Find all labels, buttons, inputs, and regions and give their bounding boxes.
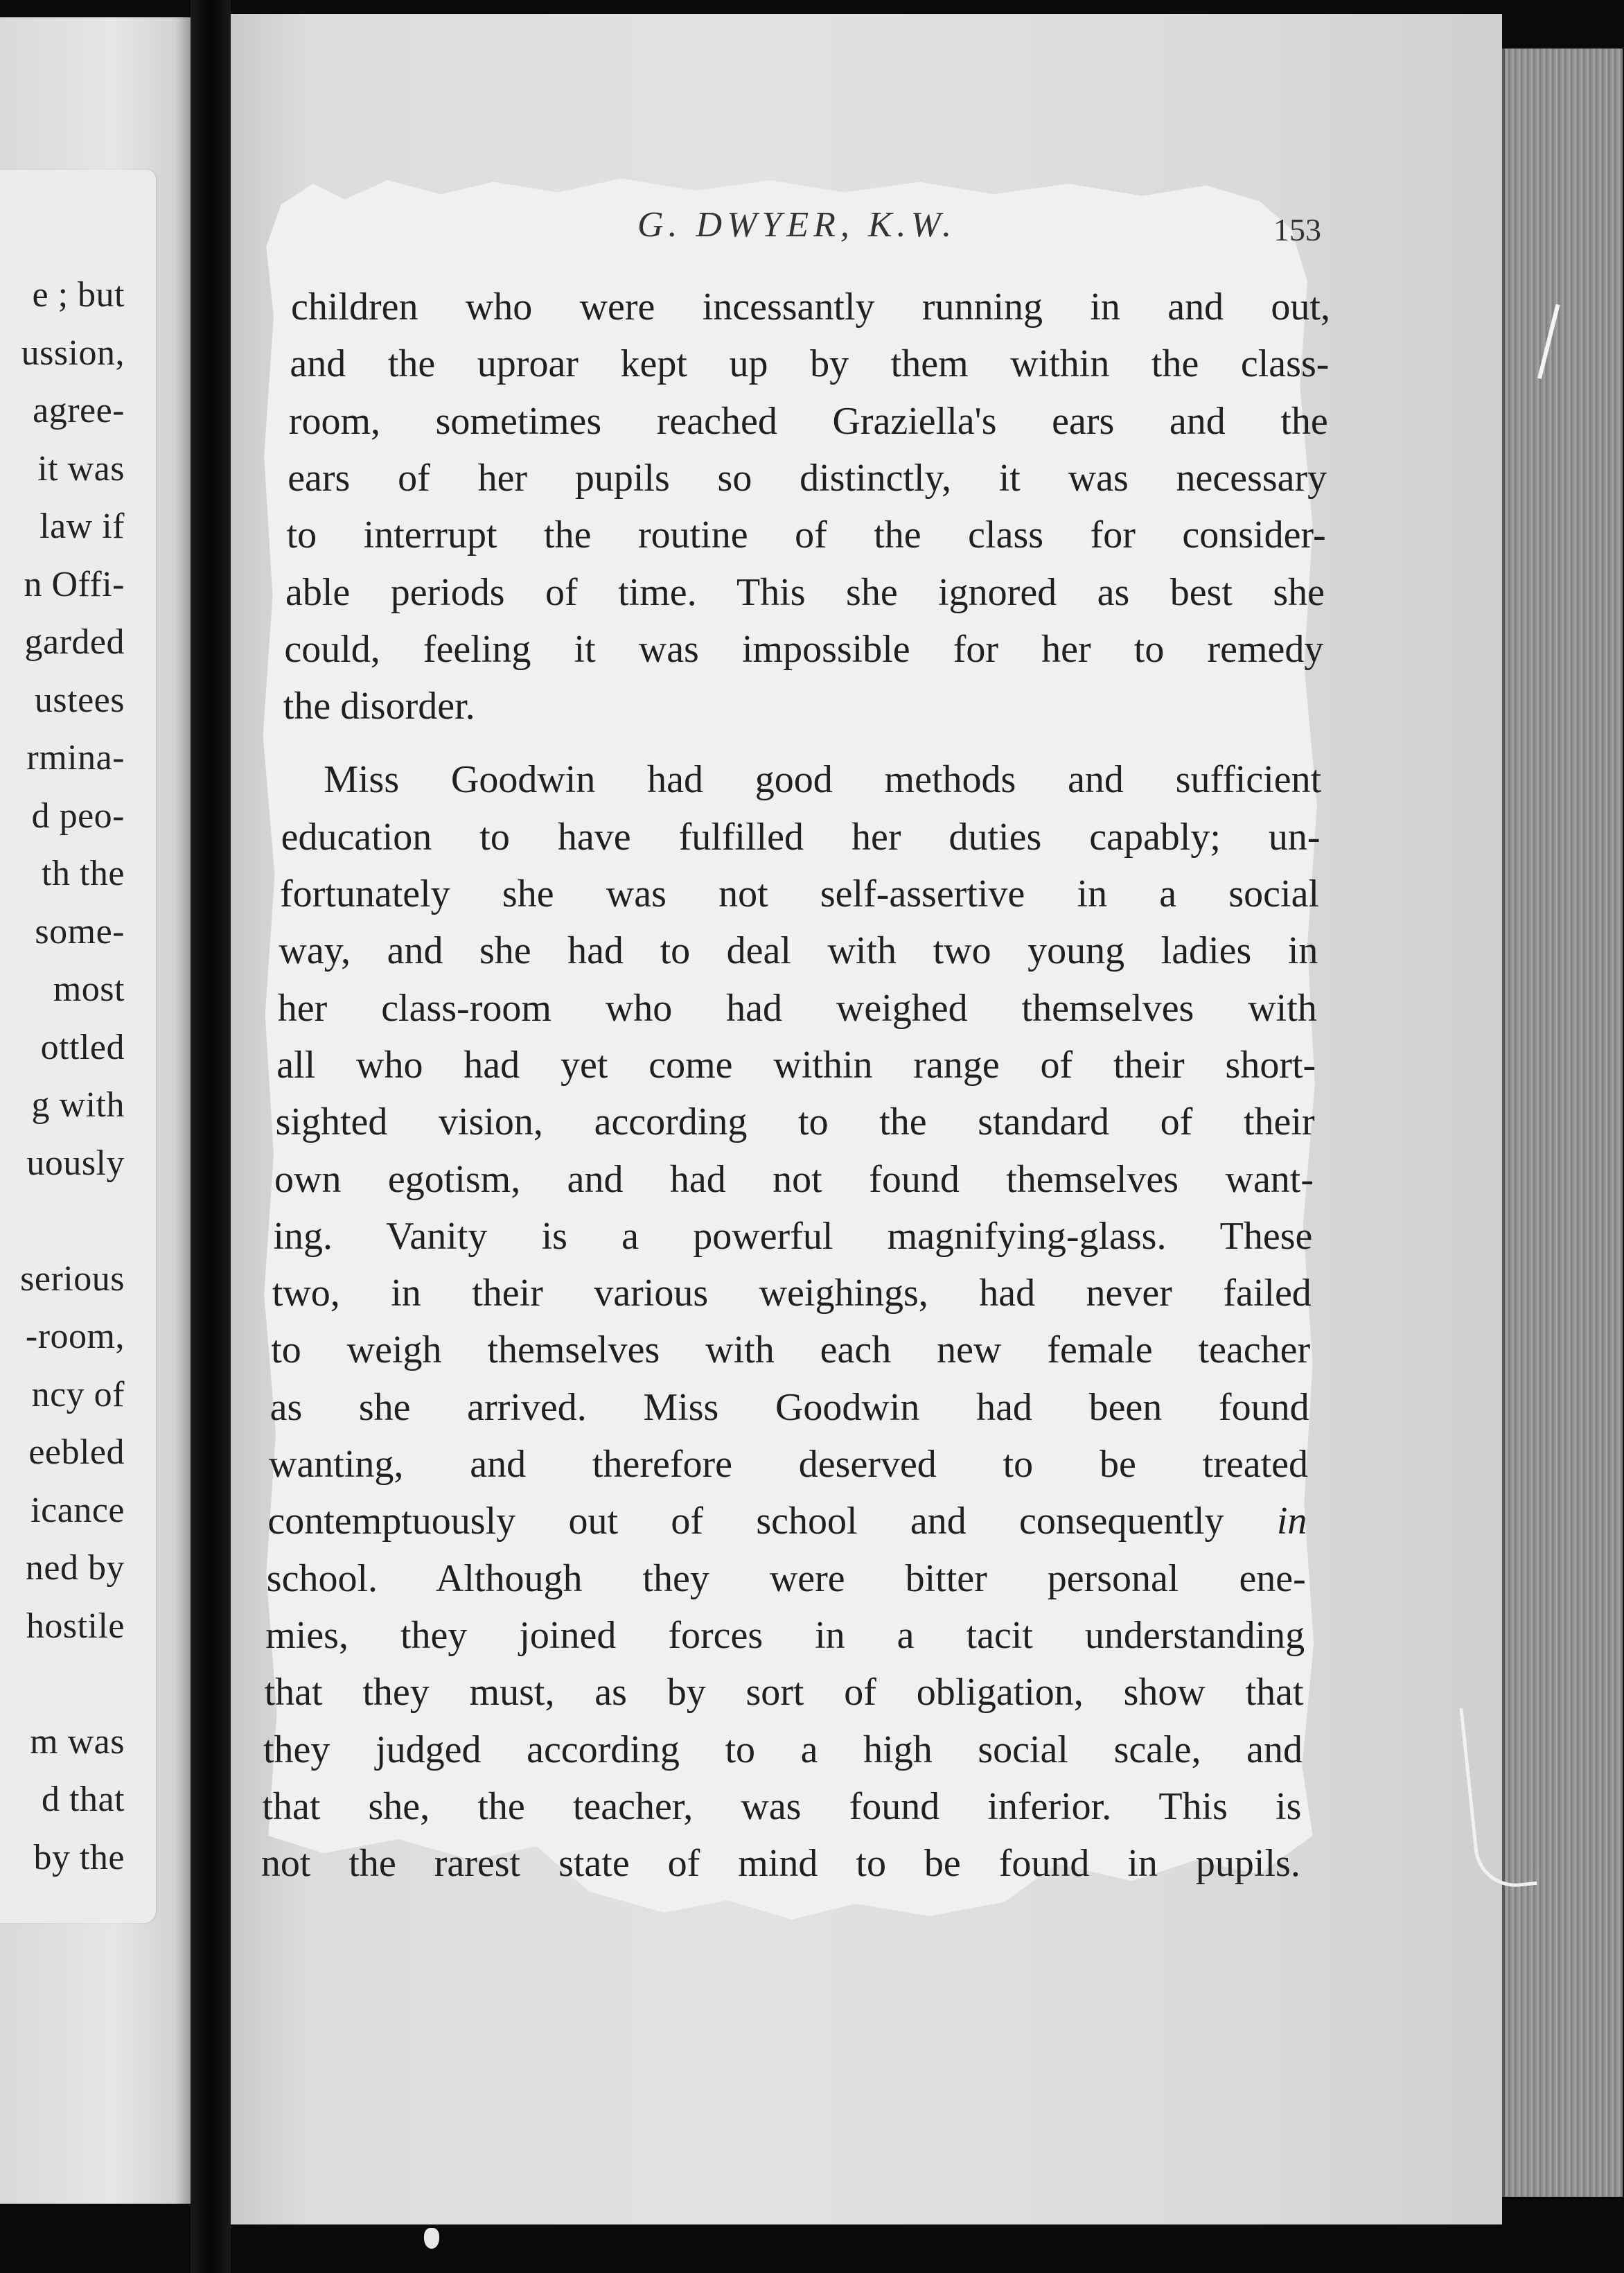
left-text-fragment: law if (39, 507, 125, 546)
text-line: sighted vision, according to the standard of their (275, 1100, 1315, 1144)
left-text-fragment: -room, (25, 1317, 125, 1356)
left-text-fragment: ned by (25, 1548, 125, 1588)
text-line: to interrupt the routine of the class for consider- (286, 514, 1326, 557)
text-line-start: contemptuously out of school and consequently (267, 1500, 1224, 1543)
text-line: children who were incessantly running in and out, (291, 286, 1330, 328)
text-line: her class-room who had weighed themselves with (277, 986, 1317, 1030)
text-line: ing. Vanity is a powerful magnifying-glass. These (273, 1214, 1313, 1258)
left-text-fragment: uously (26, 1143, 125, 1183)
left-text-fragment: icance (30, 1490, 125, 1530)
left-text-fragment: garded (24, 622, 125, 662)
left-text-fragment: most (53, 969, 125, 1009)
left-text-fragment: ncy of (31, 1374, 125, 1414)
text-line: that they must, as by sort of obligation, show that (264, 1671, 1304, 1714)
left-text-fragment: g with (31, 1085, 125, 1125)
text-line-with-italic (267, 1502, 1307, 1541)
left-text-fragment: ussion, (21, 333, 125, 373)
text-line: ears of her pupils so distinctly, it was necessary (288, 456, 1327, 500)
text-line: as she arrived. Miss Goodwin had been found (270, 1385, 1309, 1429)
left-text-fragment: d peo- (31, 796, 125, 836)
text-line: Miss Goodwin had good methods and sufficient (324, 758, 1322, 802)
left-text-fragment: n Offi- (24, 564, 125, 604)
page-number: 153 (1273, 212, 1321, 247)
text-line: not the rarest state of mind to be found in pupils. (261, 1842, 1300, 1886)
text-line: that she, the teacher, was found inferior. This is (262, 1784, 1302, 1828)
text-line: room, sometimes reached Graziella's ears and the (288, 399, 1328, 443)
left-text-fragment: agree- (33, 391, 125, 430)
text-line: way, and she had to deal with two young ladies in (279, 929, 1318, 973)
text-line: all who had yet come within range of their short- (276, 1043, 1316, 1087)
running-head: G. DWYER, K.W. (637, 205, 957, 245)
left-text-fragment: by the (33, 1837, 125, 1877)
text-line: mies, they joined forces in a tacit understanding (265, 1613, 1305, 1657)
left-text-fragment: m was (30, 1721, 125, 1762)
left-text-fragment: serious (20, 1258, 125, 1299)
paper-speck (424, 2228, 439, 2249)
text-line: able periods of time. This she ignored as best she (285, 570, 1325, 614)
left-text-fragment: eebled (28, 1432, 125, 1472)
left-text-fragment: ottled (40, 1027, 125, 1067)
text-line: could, feeling it was impossible for her to remedy (284, 627, 1324, 671)
book-gutter (191, 0, 231, 2273)
left-page-text (0, 0, 139, 2273)
left-text-fragment: hostile (26, 1606, 125, 1646)
left-text-fragment: d that (42, 1780, 125, 1819)
text-line: the disorder. (283, 685, 475, 728)
text-line: own egotism, and had not found themselves want- (274, 1157, 1314, 1201)
text-line: school. Although they were bitter personal ene- (266, 1556, 1306, 1600)
text-line: to weigh themselves with each new female teacher (271, 1328, 1311, 1372)
left-text-fragment: ustees (34, 680, 125, 720)
left-text-fragment: rmina- (26, 738, 125, 778)
left-text-fragment: some- (35, 911, 125, 951)
left-text-fragment: th the (42, 854, 125, 893)
text-line: wanting, and therefore deserved to be treated (269, 1443, 1308, 1486)
text-line: two, in their various weighings, had never failed (272, 1272, 1312, 1315)
left-text-fragment: it was (37, 448, 125, 489)
italic-word: in (1276, 1500, 1307, 1543)
text-line: they judged according to a high social scale, and (263, 1728, 1303, 1771)
left-text-fragment: e ; but (32, 275, 125, 315)
text-line: education to have fulfilled her duties capably; un- (281, 815, 1321, 859)
text-line: and the uproar kept up by them within the class- (290, 342, 1330, 386)
text-line: fortunately she was not self-assertive in a social (280, 872, 1319, 915)
